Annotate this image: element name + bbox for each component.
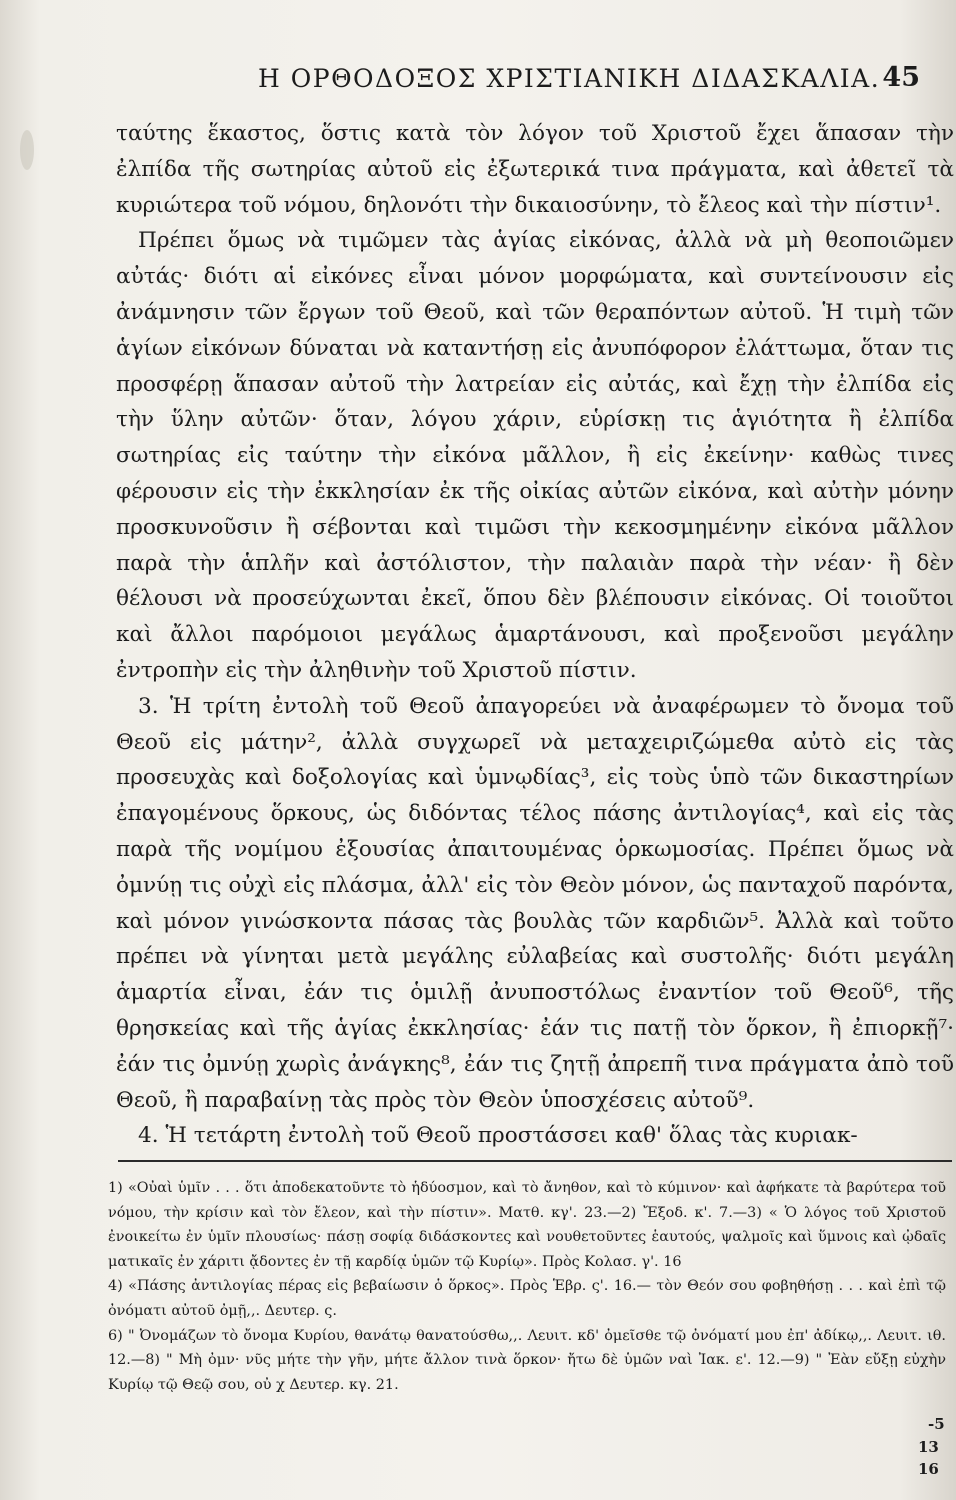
paragraph-fourth-commandment: 4. Ἡ τετάρτη ἐντολὴ τοῦ Θεοῦ προστάσσει καθ' ὅλας τὰς κυριακ- (138, 1123, 858, 1149)
paper-stain (20, 130, 34, 170)
footnote-block: 4) «Πάσης ἀντιλογίας πέρας εἰς βεβαίωσιν ὁ ὅρκος». Πρὸς Ἑβρ. ς'. 16.— τὸν Θεόν σου φοβηθήσῃ . . . καὶ ἐπὶ τῷ ὀνόματι αὐτοῦ ὀμῇ,,. Δευτερ. ς. (108, 1278, 946, 1319)
footnotes (108, 1176, 946, 1397)
paragraph-continuation: ταύτης ἕκαστος, ὅστις κατὰ τὸν λόγον τοῦ Χριστοῦ ἔχει ἅπασαν τὴν ἐλπίδα τῆς σωτηρίας αὐτοῦ εἰς ἐξωτερικά τινα πράγματα, καὶ ἀθετεῖ τὰ κυριώτερα τοῦ νόμου, δηλονότι τὴν δικαιοσύνην, τὸ ἔλεος καὶ τὴν πίστιν¹. (116, 121, 954, 218)
page-number: 45 (882, 62, 920, 93)
margin-mark: 16 (918, 1460, 939, 1478)
body-text (116, 116, 954, 1154)
footnote-block: 1) «Οὐαὶ ὑμῖν . . . ὅτι ἀποδεκατοῦντε τὸ ἡδύοσμον, καὶ τὸ ἄνηθον, καὶ τὸ κύμινον· καὶ ἀφήκατε τὰ βαρύτερα τοῦ νόμου, τὴν κρίσιν καὶ τὸν ἔλεον, καὶ τὴν πίστιν». Ματθ. κγ'. 23.—2) Ἔξοδ. κ'. 7.—3) « Ὁ λόγος τοῦ Χριστοῦ ἐνοικείτω ἐν ὑμῖν πλουσίως· πάσῃ σοφίᾳ διδάσκοντες καὶ νουθετοῦντες ἑαυτούς, ψαλμοῖς καὶ ὕμνοις καὶ ᾠδαῖς ματικαῖς ἐν χάριτι ᾄδοντες ἐν τῇ καρδίᾳ ὑμῶν τῷ Κυρίῳ». Πρὸς Κολασ. γ'. 16 (108, 1180, 946, 1270)
page-header (120, 62, 920, 98)
running-head: Η ΟΡΘΟΔΟΞΟΣ ΧΡΙΣΤΙΑΝΙΚΗ ΔΙΔΑΣΚΑΛΙΑ. (258, 64, 881, 93)
footnote-block: 6) " Ὀνομάζων τὸ ὄνομα Κυρίου, θανάτῳ θανατούσθω,,. Λευιτ. κδ' ὀμεῖσθε τῷ ὀνόματί μου ἐπ' ἀδίκῳ,,. Λευιτ. ιθ. 12.—8) " Μὴ ὀμν· νῦς μήτε τὴν γῆν, μήτε ἄλλον τινὰ ὅρκον· ἤτω δὲ ὑμῶν ναὶ Ἰακ. ε'. 12.—9) " Ἐὰν εὔξῃ εὐχὴν Κυρίῳ τῷ Θεῷ σου, οὐ χ Δευτερ. κγ. 21. (108, 1327, 946, 1393)
footnote-rule (118, 1160, 952, 1162)
margin-mark: 13 (918, 1438, 939, 1456)
margin-mark: -5 (928, 1415, 945, 1433)
paragraph-icons: Πρέπει ὅμως νὰ τιμῶμεν τὰς ἁγίας εἰκόνας, ἀλλὰ νὰ μὴ θεοποιῶμεν αὐτάς· διότι αἱ εἰκόνες εἶναι μόνον μορφώματα, καὶ συντείνουσιν εἰς ἀνάμνησιν τῶν ἔργων τοῦ Θεοῦ, καὶ τῶν θεραπόντων αὐτοῦ. Ἡ τιμὴ τῶν ἁγίων εἰκόνων δύναται νὰ καταντήσῃ εἰς ἀνυπόφορον ἐλάττωμα, ὅταν τις προσφέρῃ ἅπασαν αὐτοῦ τὴν λατρείαν εἰς αὐτάς, καὶ ἔχῃ τὴν ἐλπίδα εἰς τὴν ὕλην αὐτῶν· ὅταν, λόγου χάριν, εὑρίσκῃ τις ἁγιότητα ἢ ἐλπίδα σωτηρίας εἰς ταύτην τὴν εἰκόνα μᾶλλον, ἢ εἰς ἐκείνην· καθὼς τινες φέρουσιν εἰς τὴν ἐκκλησίαν ἐκ τῆς οἰκίας αὐτῶν εἰκόνα, καὶ αὐτὴν μόνην προσκυνοῦσιν ἢ σέβονται καὶ τιμῶσι τὴν κεκοσμημένην εἰκόνα μᾶλλον παρὰ τὴν ἁπλῆν καὶ ἀστόλιστον, τὴν παλαιὰν παρὰ τὴν νέαν· ἢ δὲν θέλουσι νὰ προσεύχωνται ἐκεῖ, ὅπου δὲν βλέπουσιν εἰκόνας. Οἱ τοιοῦτοι καὶ ἄλλοι παρόμοιοι μεγάλως ἁμαρτάνουσι, καὶ προξενοῦσι μεγάλην ἐντροπὴν εἰς τὴν ἀληθινὴν τοῦ Χριστοῦ πίστιν. (116, 228, 954, 683)
paragraph-third-commandment: 3. Ἡ τρίτη ἐντολὴ τοῦ Θεοῦ ἀπαγορεύει νὰ ἀναφέρωμεν τὸ ὄνομα τοῦ Θεοῦ εἰς μάτην², ἀλλὰ συγχωρεῖ νὰ μεταχειριζώμεθα αὐτὸ εἰς τὰς προσευχὰς καὶ δοξολογίας καὶ ὑμνῳδίας³, εἰς τοὺς ὑπὸ τῶν δικαστηρίων ἐπαγομένους ὅρκους, ὡς διδόντας τέλος πάσης ἀντιλογίας⁴, καὶ εἰς τὰς παρὰ τῆς νομίμου ἐξουσίας ἀπαιτουμένας ὁρκωμοσίας. Πρέπει ὅμως νὰ ὀμνύῃ τις οὐχὶ εἰς πλάσμα, ἀλλ' εἰς τὸν Θεὸν μόνον, ὡς πανταχοῦ παρόντα, καὶ μόνον γινώσκοντα πάσας τὰς βουλὰς τῶν καρδιῶν⁵. Ἀλλὰ καὶ τοῦτο πρέπει νὰ γίνηται μετὰ μεγάλης εὐλαβείας καὶ συστολῆς· διότι μεγάλη ἁμαρτία εἶναι, ἐάν τις ὁμιλῇ ἀνυποστόλως ἐναντίον τοῦ Θεοῦ⁶, τῆς θρησκείας καὶ τῆς ἁγίας ἐκκλησίας· ἐάν τις πατῇ τὸν ὅρκον, ἢ ἐπιορκῇ⁷· ἐάν τις ὀμνύῃ χωρὶς ἀνάγκης⁸, ἐάν τις ζητῇ ἀπρεπῆ τινα πράγματα ἀπὸ τοῦ Θεοῦ, ἢ παραβαίνῃ τὰς πρὸς τὸν Θεὸν ὑποσχέσεις αὐτοῦ⁹. (116, 693, 954, 1113)
